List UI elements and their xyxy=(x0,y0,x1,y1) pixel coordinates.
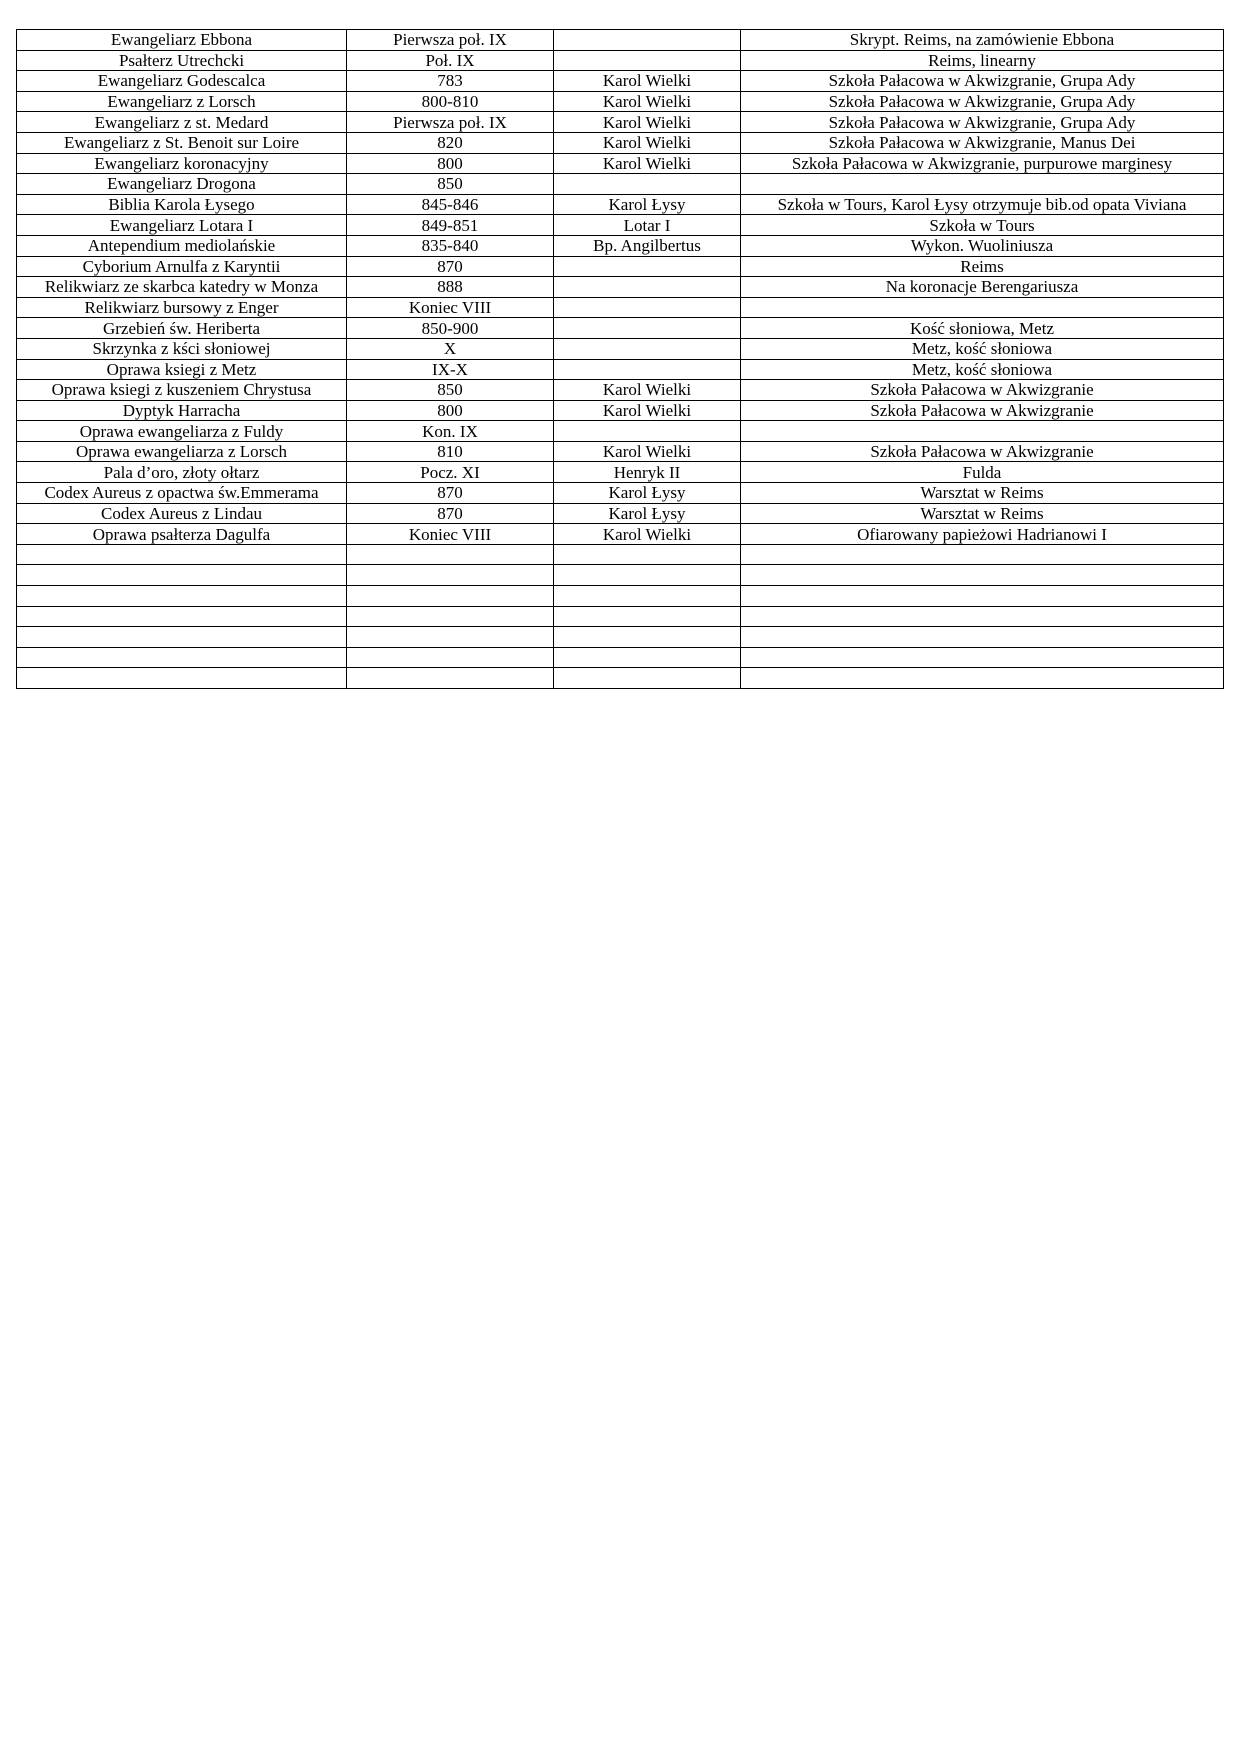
table-row xyxy=(17,153,1224,174)
patron-cell[interactable]: Henryk II xyxy=(554,462,741,483)
patron-cell[interactable] xyxy=(554,359,741,380)
object-name-cell[interactable]: Oprawa ewangeliarza z Lorsch xyxy=(17,441,347,462)
object-name-cell[interactable] xyxy=(17,647,347,668)
date-cell[interactable] xyxy=(347,668,554,689)
table-row xyxy=(17,565,1224,586)
date-cell[interactable] xyxy=(347,606,554,627)
table-row xyxy=(17,627,1224,648)
table-row xyxy=(17,380,1224,401)
table-row xyxy=(17,30,1224,51)
notes-cell[interactable]: Na koronacje Berengariusza xyxy=(741,277,1224,298)
patron-cell[interactable] xyxy=(554,297,741,318)
notes-cell[interactable] xyxy=(741,586,1224,607)
date-cell[interactable]: 870 xyxy=(347,503,554,524)
patron-cell[interactable]: Karol Łysy xyxy=(554,503,741,524)
notes-cell[interactable] xyxy=(741,297,1224,318)
date-cell[interactable]: Pierwsza poł. IX xyxy=(347,30,554,51)
date-cell[interactable]: Koniec VIII xyxy=(347,524,554,545)
date-cell[interactable]: 845-846 xyxy=(347,194,554,215)
notes-cell[interactable]: Szkoła Pałacowa w Akwizgranie, Grupa Ady xyxy=(741,91,1224,112)
object-name-cell[interactable]: Antependium mediolańskie xyxy=(17,235,347,256)
object-name-cell[interactable]: Grzebień św. Heriberta xyxy=(17,318,347,339)
table-row xyxy=(17,586,1224,607)
date-cell[interactable] xyxy=(347,544,554,565)
date-cell[interactable]: 800-810 xyxy=(347,91,554,112)
date-cell[interactable]: Pierwsza poł. IX xyxy=(347,112,554,133)
date-cell[interactable]: 870 xyxy=(347,256,554,277)
table-row xyxy=(17,235,1224,256)
notes-cell[interactable]: Szkoła Pałacowa w Akwizgranie, Grupa Ady xyxy=(741,71,1224,92)
notes-cell[interactable]: Kość słoniowa, Metz xyxy=(741,318,1224,339)
date-cell[interactable]: Kon. IX xyxy=(347,421,554,442)
object-name-cell[interactable]: Codex Aureus z opactwa św.Emmerama xyxy=(17,483,347,504)
patron-cell[interactable] xyxy=(554,627,741,648)
object-name-cell[interactable]: Dyptyk Harracha xyxy=(17,400,347,421)
table-row xyxy=(17,483,1224,504)
patron-cell[interactable] xyxy=(554,565,741,586)
object-name-cell[interactable] xyxy=(17,627,347,648)
patron-cell[interactable]: Karol Wielki xyxy=(554,71,741,92)
date-cell[interactable]: 820 xyxy=(347,132,554,153)
date-cell[interactable]: 849-851 xyxy=(347,215,554,236)
table-row xyxy=(17,132,1224,153)
date-cell[interactable]: 888 xyxy=(347,277,554,298)
patron-cell[interactable] xyxy=(554,421,741,442)
patron-cell[interactable] xyxy=(554,647,741,668)
date-cell[interactable]: Poł. IX xyxy=(347,50,554,71)
object-name-cell[interactable]: Psałterz Utrechcki xyxy=(17,50,347,71)
date-cell[interactable]: 850 xyxy=(347,174,554,195)
object-name-cell[interactable]: Ewangeliarz Lotara I xyxy=(17,215,347,236)
notes-cell[interactable]: Fulda xyxy=(741,462,1224,483)
notes-cell[interactable]: Szkoła Pałacowa w Akwizgranie, purpurowe marginesy xyxy=(741,153,1224,174)
object-name-cell[interactable]: Ewangeliarz Drogona xyxy=(17,174,347,195)
table-body xyxy=(17,30,1224,689)
notes-cell[interactable] xyxy=(741,668,1224,689)
patron-cell[interactable]: Karol Wielki xyxy=(554,380,741,401)
date-cell[interactable]: Koniec VIII xyxy=(347,297,554,318)
table-row xyxy=(17,647,1224,668)
notes-cell[interactable]: Metz, kość słoniowa xyxy=(741,359,1224,380)
object-name-cell[interactable]: Oprawa ksiegi z Metz xyxy=(17,359,347,380)
table-row xyxy=(17,441,1224,462)
table-row xyxy=(17,524,1224,545)
patron-cell[interactable]: Karol Wielki xyxy=(554,524,741,545)
table-row xyxy=(17,318,1224,339)
object-name-cell[interactable]: Ewangeliarz Ebbona xyxy=(17,30,347,51)
spreadsheet-page xyxy=(16,29,1223,689)
notes-cell[interactable] xyxy=(741,544,1224,565)
object-name-cell[interactable] xyxy=(17,668,347,689)
date-cell[interactable] xyxy=(347,627,554,648)
patron-cell[interactable] xyxy=(554,668,741,689)
date-cell[interactable]: 783 xyxy=(347,71,554,92)
date-cell[interactable]: 850 xyxy=(347,380,554,401)
date-cell[interactable]: 835-840 xyxy=(347,235,554,256)
notes-cell[interactable]: Szkoła w Tours, Karol Łysy otrzymuje bib.od opata Viviana xyxy=(741,194,1224,215)
date-cell[interactable]: 810 xyxy=(347,441,554,462)
notes-cell[interactable]: Reims, linearny xyxy=(741,50,1224,71)
patron-cell[interactable] xyxy=(554,606,741,627)
patron-cell[interactable]: Bp. Angilbertus xyxy=(554,235,741,256)
object-name-cell[interactable]: Ewangeliarz koronacyjny xyxy=(17,153,347,174)
table-row xyxy=(17,668,1224,689)
patron-cell[interactable] xyxy=(554,338,741,359)
notes-cell[interactable] xyxy=(741,174,1224,195)
date-cell[interactable]: 870 xyxy=(347,483,554,504)
table-row xyxy=(17,71,1224,92)
table-row xyxy=(17,400,1224,421)
object-name-cell[interactable]: Biblia Karola Łysego xyxy=(17,194,347,215)
table-row xyxy=(17,503,1224,524)
date-cell[interactable]: X xyxy=(347,338,554,359)
table-row xyxy=(17,91,1224,112)
notes-cell[interactable] xyxy=(741,647,1224,668)
notes-cell[interactable]: Wykon. Wuoliniusza xyxy=(741,235,1224,256)
notes-cell[interactable]: Szkoła Pałacowa w Akwizgranie xyxy=(741,400,1224,421)
table-row xyxy=(17,174,1224,195)
notes-cell[interactable]: Szkoła Pałacowa w Akwizgranie, Grupa Ady xyxy=(741,112,1224,133)
patron-cell[interactable] xyxy=(554,256,741,277)
table-row xyxy=(17,359,1224,380)
patron-cell[interactable]: Karol Wielki xyxy=(554,441,741,462)
table-row xyxy=(17,277,1224,298)
table-row xyxy=(17,194,1224,215)
notes-cell[interactable] xyxy=(741,627,1224,648)
notes-cell[interactable]: Warsztat w Reims xyxy=(741,503,1224,524)
table-row xyxy=(17,112,1224,133)
notes-cell[interactable]: Szkoła w Tours xyxy=(741,215,1224,236)
notes-cell[interactable] xyxy=(741,606,1224,627)
notes-cell[interactable]: Ofiarowany papieżowi Hadrianowi I xyxy=(741,524,1224,545)
object-name-cell[interactable]: Ewangeliarz z Lorsch xyxy=(17,91,347,112)
data-table xyxy=(16,29,1224,689)
notes-cell[interactable]: Szkoła Pałacowa w Akwizgranie, Manus Dei xyxy=(741,132,1224,153)
object-name-cell[interactable]: Pala d’oro, złoty ołtarz xyxy=(17,462,347,483)
patron-cell[interactable] xyxy=(554,30,741,51)
date-cell[interactable] xyxy=(347,586,554,607)
table-row xyxy=(17,297,1224,318)
object-name-cell[interactable]: Oprawa psałterza Dagulfa xyxy=(17,524,347,545)
patron-cell[interactable] xyxy=(554,586,741,607)
object-name-cell[interactable]: Ewangeliarz z St. Benoit sur Loire xyxy=(17,132,347,153)
object-name-cell[interactable] xyxy=(17,544,347,565)
object-name-cell[interactable]: Codex Aureus z Lindau xyxy=(17,503,347,524)
notes-cell[interactable]: Metz, kość słoniowa xyxy=(741,338,1224,359)
table-row xyxy=(17,421,1224,442)
object-name-cell[interactable]: Skrzynka z kści słoniowej xyxy=(17,338,347,359)
patron-cell[interactable]: Lotar I xyxy=(554,215,741,236)
table-row xyxy=(17,256,1224,277)
patron-cell[interactable] xyxy=(554,277,741,298)
object-name-cell[interactable]: Ewangeliarz z st. Medard xyxy=(17,112,347,133)
object-name-cell[interactable]: Relikwiarz bursowy z Enger xyxy=(17,297,347,318)
notes-cell[interactable]: Szkoła Pałacowa w Akwizgranie xyxy=(741,380,1224,401)
notes-cell[interactable] xyxy=(741,565,1224,586)
table-row xyxy=(17,544,1224,565)
date-cell[interactable]: IX-X xyxy=(347,359,554,380)
patron-cell[interactable] xyxy=(554,544,741,565)
patron-cell[interactable]: Karol Wielki xyxy=(554,132,741,153)
patron-cell[interactable] xyxy=(554,318,741,339)
table-row xyxy=(17,215,1224,236)
object-name-cell[interactable]: Relikwiarz ze skarbca katedry w Monza xyxy=(17,277,347,298)
patron-cell[interactable]: Karol Wielki xyxy=(554,400,741,421)
patron-cell[interactable]: Karol Łysy xyxy=(554,483,741,504)
notes-cell[interactable]: Reims xyxy=(741,256,1224,277)
date-cell[interactable] xyxy=(347,565,554,586)
date-cell[interactable]: 850-900 xyxy=(347,318,554,339)
date-cell[interactable]: 800 xyxy=(347,400,554,421)
table-row xyxy=(17,462,1224,483)
patron-cell[interactable]: Karol Wielki xyxy=(554,112,741,133)
patron-cell[interactable]: Karol Wielki xyxy=(554,91,741,112)
object-name-cell[interactable] xyxy=(17,586,347,607)
object-name-cell[interactable]: Oprawa ksiegi z kuszeniem Chrystusa xyxy=(17,380,347,401)
patron-cell[interactable] xyxy=(554,50,741,71)
date-cell[interactable] xyxy=(347,647,554,668)
notes-cell[interactable]: Skrypt. Reims, na zamówienie Ebbona xyxy=(741,30,1224,51)
table-row xyxy=(17,606,1224,627)
notes-cell[interactable] xyxy=(741,421,1224,442)
date-cell[interactable]: 800 xyxy=(347,153,554,174)
object-name-cell[interactable]: Oprawa ewangeliarza z Fuldy xyxy=(17,421,347,442)
notes-cell[interactable]: Warsztat w Reims xyxy=(741,483,1224,504)
table-row xyxy=(17,50,1224,71)
object-name-cell[interactable] xyxy=(17,565,347,586)
patron-cell[interactable]: Karol Wielki xyxy=(554,153,741,174)
patron-cell[interactable]: Karol Łysy xyxy=(554,194,741,215)
object-name-cell[interactable]: Cyborium Arnulfa z Karyntii xyxy=(17,256,347,277)
object-name-cell[interactable] xyxy=(17,606,347,627)
date-cell[interactable]: Pocz. XI xyxy=(347,462,554,483)
notes-cell[interactable]: Szkoła Pałacowa w Akwizgranie xyxy=(741,441,1224,462)
object-name-cell[interactable]: Ewangeliarz Godescalca xyxy=(17,71,347,92)
table-row xyxy=(17,338,1224,359)
patron-cell[interactable] xyxy=(554,174,741,195)
